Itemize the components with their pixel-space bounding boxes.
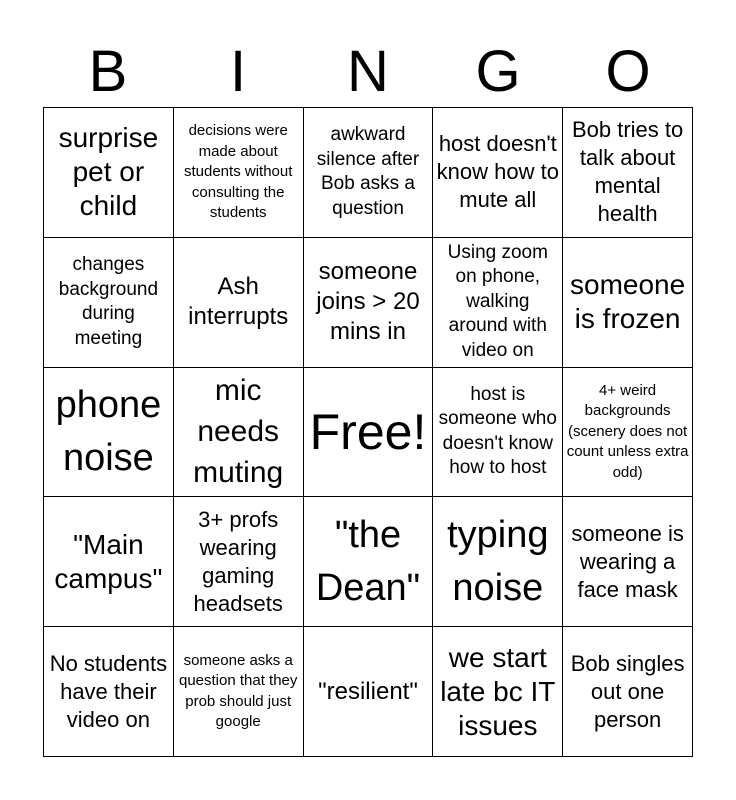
bingo-cell-r1c1[interactable] (44, 108, 174, 238)
bingo-cell-text: 4+ weird backgrounds (scenery does not count unless extra odd) (566, 381, 689, 481)
bingo-cell-text: 3+ profs wearing gaming headsets (193, 506, 283, 616)
title-letter-n: N (347, 39, 389, 104)
bingo-cell-text: someone is wearing a face mask (571, 520, 684, 602)
bingo-cell-r4c3[interactable] (304, 497, 434, 627)
bingo-cell-r2c4[interactable] (433, 238, 563, 368)
bingo-cell-text: surprise pet or child (58, 122, 159, 222)
bingo-cell-text: typing noise (447, 513, 549, 609)
bingo-cell-r3c5[interactable] (563, 368, 693, 498)
bingo-cell-text: someone is frozen (570, 269, 686, 335)
bingo-cell-r5c1[interactable] (44, 627, 174, 757)
bingo-cell-r4c4[interactable] (433, 497, 563, 627)
bingo-cell-text: mic needs muting (193, 374, 284, 490)
bingo-cell-text: "Main campus" (54, 528, 163, 594)
bingo-cell-r1c5[interactable] (563, 108, 693, 238)
title-letter-o: O (605, 39, 651, 104)
bingo-cell-r5c2[interactable] (174, 627, 304, 757)
bingo-cell-r4c2[interactable] (174, 497, 304, 627)
bingo-cell-text: awkward silence after Bob asks a question (316, 124, 420, 219)
bingo-cell-text: Ash interrupts (188, 273, 289, 331)
bingo-cell-r3c2[interactable] (174, 368, 304, 498)
title-letter-g: G (475, 39, 521, 104)
bingo-cell-text: No students have their video on (49, 650, 168, 732)
bingo-cell-text: host is someone who doesn't know how to host (438, 383, 557, 479)
bingo-cell-text: host doesn't know how to mute all (436, 131, 559, 213)
bingo-cell-r4c5[interactable] (563, 497, 693, 627)
bingo-cell-text: Bob tries to talk about mental health (571, 117, 684, 227)
bingo-cell-r2c5[interactable] (563, 238, 693, 368)
bingo-cell-text: "the Dean" (315, 513, 421, 609)
bingo-cell-r1c2[interactable] (174, 108, 304, 238)
bingo-cell-r5c3[interactable] (304, 627, 434, 757)
free-space-text: Free! (309, 403, 427, 460)
bingo-cell-text: we start late bc IT issues (440, 641, 556, 741)
bingo-cell-text: Using zoom on phone, walking around with video on (447, 241, 548, 361)
bingo-cell-r1c4[interactable] (433, 108, 563, 238)
title-letter-b: B (88, 39, 128, 104)
bingo-title (43, 36, 693, 108)
bingo-cell-text: someone asks a question that they prob should just google (178, 651, 298, 731)
title-letter-i: I (229, 39, 247, 104)
bingo-cell-r3c4[interactable] (433, 368, 563, 498)
bingo-cell-free[interactable] (304, 368, 434, 498)
bingo-cell-r1c3[interactable] (304, 108, 434, 238)
bingo-cell-text: decisions were made about students without consulting the students (183, 122, 293, 222)
bingo-cell-text: phone noise (55, 383, 162, 479)
bingo-cell-r4c1[interactable] (44, 497, 174, 627)
bingo-cell-r5c4[interactable] (433, 627, 563, 757)
bingo-cell-text: someone joins > 20 mins in (316, 258, 420, 346)
bingo-cell-r2c3[interactable] (304, 238, 434, 368)
bingo-cell-r5c5[interactable] (563, 627, 693, 757)
bingo-cell-text: changes background during meeting (58, 254, 159, 349)
bingo-cell-text: Bob singles out one person (570, 650, 685, 732)
bingo-board (43, 107, 693, 757)
bingo-cell-r2c1[interactable] (44, 238, 174, 368)
bingo-cell-r3c1[interactable] (44, 368, 174, 498)
bingo-cell-text: "resilient" (318, 677, 418, 705)
bingo-cell-r2c2[interactable] (174, 238, 304, 368)
